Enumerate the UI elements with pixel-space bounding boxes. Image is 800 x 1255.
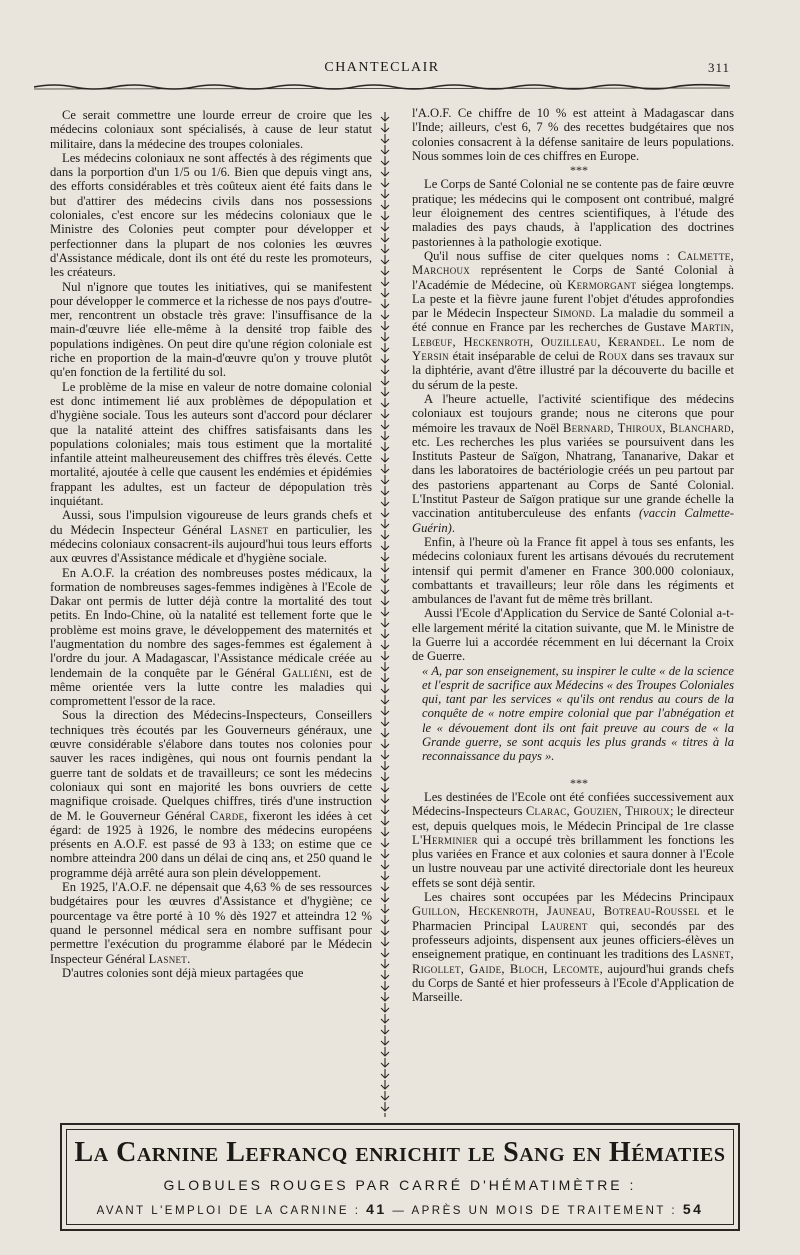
paragraph: En A.O.F. la création des nombreuses postes médicaux, la formation de nombreuses sages-femmes indigènes à l'Ecole de Dakar ont permis de lutter déjà contre la mortalité des tout petits. En Indo-Chine, où la natalité est tellement forte que le problème est moins grave, le développement des maternités et l'augmentation du nombre des sages-femmes est également à l'ordre du jour. A Madagascar, l'Assistance médicale créée au lendemain de la conquête par le Général Galliéni, est de même orientée vers la lutte contre les maladies qui compromettent l'essor de la race. (50, 565, 372, 709)
paragraph: D'autres colonies sont déjà mieux partagées que (62, 965, 304, 980)
paragraph: Le Corps de Santé Colonial ne se contente pas de faire œuvre pratique; les médecins qui le composent ont contribué, malgré leur éloignement des centres scientifiques, à l'étude des maladies des pays chauds, à l'application des doctrines pastoriennes à la pathologie exotique. (412, 177, 734, 249)
section-separator-stars: *** (570, 163, 588, 178)
paragraph: Les chaires sont occupées par les Médecins Principaux Guillon, Heckenroth, Jauneau, Botreau-Roussel et le Pharmacien Principal Laurent qui, secondés par des professeurs adjoints, dispensent aux jeunes officiers-élèves un enseignement pratique, en continuant les traditions des Lasnet, Rigollet, Gaide, Bloch, Lecomte, aujourd'hui grands chefs du Corps de Santé et hier professeurs à l'Ecole d'Application de Marseille. (412, 890, 734, 1005)
ad-results (62, 1201, 738, 1217)
paragraph: Aussi l'Ecole d'Application du Service de Santé Colonial a-t-elle largement mérité la citation suivante, que M. le Ministre de la Guerre lui a accordée récemment en lui décernant la Croix de Guerre. (412, 606, 734, 664)
section-separator-stars: *** (570, 775, 588, 790)
ad-after-label: APRÈS UN MOIS DE TRAITEMENT : (411, 1205, 678, 1217)
paragraph: l'A.O.F. Ce chiffre de 10 % est atteint à Madagascar dans l'Inde; ailleurs, c'est 6, 7 % des recettes budgétaires que nos colonies consacrent à la défense sanitaire de leurs populations. Nous sommes loin de ces chiffres en Europe. (412, 106, 734, 163)
paragraph: A l'heure actuelle, l'activité scientifique des médecins coloniaux est toujours grande; nous ne citerons que pour mémoire les travaux de Noël Bernard, Thiroux, Blanchard, etc. Les recherches les plus variées se poursuivent dans les Instituts Pasteur de Saïgon, Nhatrang, Tananarive, Dakar et dans les laboratoires de bactériologie créés un peu partout par des pastoriens appartenant au Corps de Santé Colonial. L'Institut Pasteur de Saïgon pratique sur une grande échelle la vaccination antituberculeuse des enfants (vaccin Calmette-Guérin). (412, 391, 734, 535)
page-number: 311 (707, 60, 730, 75)
right-column (412, 106, 734, 1004)
paragraph: Les médecins coloniaux ne sont affectés à des régiments que dans la porportion d'un 1/5 ou 1/6. Bien que depuis vingt ans, des efforts considérables et très coûteux aient été faits dans le but d'attirer des médecins civils dans nos possessions coloniales, c'est encore sur les médecins coloniaux que le Ministre des Colonies peut compter pour développer et perfectionner dans la plupart de nos colonies les œuvres d'Assistance médicale, dont ils ont été du reste les promoteurs, les créateurs. (50, 150, 372, 280)
paragraph: Enfin, à l'heure où la France fit appel à tous ses enfants, les médecins coloniaux furent les artisans dévoués du recrutement intensif qui permit d'amener en France 300.000 coloniaux, combattants et travailleurs; leur rôle dans les régiments et ambulances de l'avant fut de même très brillant. (412, 534, 734, 607)
ad-headline: La Carnine Lefrancq enrichit le Sang en Hématies (74, 1137, 726, 1168)
paragraph: Le problème de la mise en valeur de notre domaine colonial est donc intimement lié aux problèmes de dépopulation et d'hygiène sociale. Tous les auteurs sont d'accord pour déclarer que la natalité atteint des chiffres satisfaisants dans les populations coloniales; mais tous estiment que la mortalité infantile atteint malheureusement des chiffres très élevés. Cette mortalité, ajoutée à celle que causent les endémies et épidémies frappant les adultes, est un facteur de dépopulation très inquiétant. (50, 379, 372, 509)
paragraph: Ce serait commettre une lourde erreur de croire que les médecins coloniaux sont spécialisés, à cause de leur statut militaire, dans la médecine des troupes coloniales. (50, 108, 372, 151)
ad-before-label: AVANT L'EMPLOI DE LA CARNINE : (96, 1205, 361, 1217)
ad-after-value: 54 (682, 1201, 704, 1217)
left-column (50, 108, 372, 980)
ad-subline: GLOBULES ROUGES PAR CARRÉ D'HÉMATIMÈTRE : (163, 1177, 637, 1193)
paragraph: En 1925, l'A.O.F. ne dépensait que 4,63 % de ses ressources budgétaires pour les œuvres d'Assistance et d'hygiène; ce pourcentage va être porté à 10 % dès 1927 et atteindra 12 % quand le personnel médical sera en nombre suffisant pour permettre l'exécution du programme élaboré par le Médecin Inspecteur Général Lasnet. (50, 880, 372, 966)
paragraph: Aussi, sous l'impulsion vigoureuse de leurs grands chefs et du Médecin Inspecteur Général Lasnet en particulier, les médecins coloniaux consacrent-ils aujourd'hui tous leurs efforts aux œuvres d'Assistance médicale et d'hygiène sociale. (50, 508, 372, 566)
ad-before-value: 41 (366, 1201, 387, 1217)
ad-dash: — (392, 1205, 412, 1217)
paragraph: Qu'il nous suffise de citer quelques noms : Calmette, Marchoux représentent le Corps de Santé Colonial à l'Académie de Médecine, où Kermorgant siégea longtemps. La peste et la fièvre jaune furent l'objet d'études approfondies par le Médecin Inspecteur Simond. La maladie du sommeil a été connue en France par les recherches de Gustave Martin, Lebœuf, Heckenroth, Ouzilleau, Kerandel. Le nom de Yersin était inséparable de celui de Roux dans ses travaux sur la diphtérie, avant d'être illustré par la découverte du bacille et du sérum de la peste. (412, 248, 734, 392)
journal-title: CHANTECLAIR (324, 60, 440, 75)
paragraph: Nul n'ignore que toutes les initiatives, qui se manifestent pour développer le commerce et la richesse de nos pays d'outre-mer, rencontrent un obstacle très grave: l'insuffisance de la main-d'œuvre liée elle-même à la densité trop faible des populations indigènes. On peut dire qu'une région coloniale est riche en proportion de la main-d'œuvre qu'on y trouve plutôt qu'en fonction de la fertilité du sol. (50, 279, 372, 380)
decorative-header-rule (34, 82, 730, 90)
arrow-column-divider (376, 112, 394, 1117)
paragraph: Les destinées de l'Ecole ont été confiées successivement aux Médecins-Inspecteurs Clarac, Gouzien, Thiroux; le directeur est, depuis quelques mois, le Médecin Principal de 1re classe L'Herminier qui a occupé très brillamment les fonctions les plus variées en France et aux colonies et saura donner à l'Ecole un lustre nouveau par une activité directoriale dont les heureux effets se sont déjà sentir. (412, 789, 734, 890)
carnine-advertisement (60, 1123, 740, 1231)
page-header (34, 60, 730, 80)
citation-quote: « A, par son enseignement, su inspirer le culte « de la science et l'esprit de sacrifice aux Médecins « des Troupes Coloniales qui, tant par les services « qu'ils ont rendus au cours de la conquête de « notre empire colonial que par l'abnégation et le « dévouement dont ils ont fait preuve au cours de « la Grande guerre, se sont acquis les plus grands « titres à la reconnaissance du pays ». (422, 663, 734, 764)
paragraph: Sous la direction des Médecins-Inspecteurs, Conseillers techniques très écoutés par les Gouverneurs généraux, une œuvre considérable s'élabore dans toutes nos colonies pour sauver les races indigènes, qui nous ont fournis pendant la guerre tant de soldats et de travailleurs; ce sont les médecins coloniaux qui sont en majorité les bons ouvriers de cette magnifique croisade. Quelques chiffres, tirés d'une instruction de M. le Gouverneur Général Carde, fixeront les idées à cet égard: de 1925 à 1926, le nombre des médecins européens présents en A.O.F. est passé de 93 à 133; on estime que ce nombre atteindra 200 dans un délai de cinq ans, et 250 quand le programme déjà arrêté aura son plein développement. (50, 708, 372, 880)
